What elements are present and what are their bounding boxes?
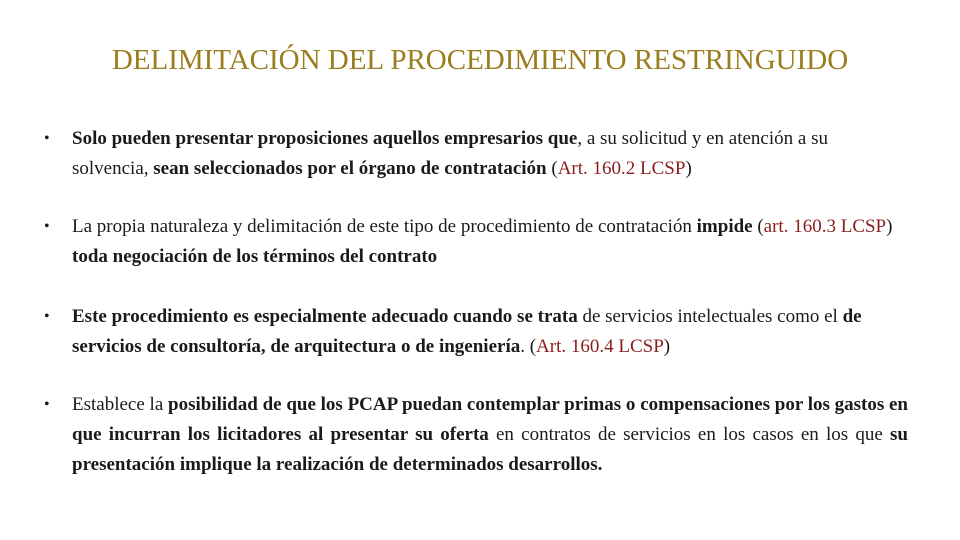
bullet-text: en contratos de servicios en los casos en los que <box>488 424 891 445</box>
slide-title: DELIMITACIÓN DEL PROCEDIMIENTO RESTRINGUIDO <box>111 44 849 76</box>
bullet-icon: • <box>44 130 50 147</box>
bullet-text: ) <box>663 336 671 357</box>
bullet-text-bold: toda negociación de los términos del contrato <box>72 246 438 267</box>
bullet-icon: • <box>44 308 50 325</box>
bullet-item <box>44 302 908 362</box>
bullet-text-bold: su presentación implique la realización de determinados desarrollos. <box>72 424 908 475</box>
bullet-list <box>44 124 908 508</box>
bullet-text: de servicios intelectuales como el <box>577 306 843 327</box>
bullet-text: . ( <box>520 336 537 357</box>
bullet-text: ) <box>886 216 893 237</box>
bullet-text: , a su solicitud y en atención a su solvencia, <box>72 128 828 179</box>
bullet-text: ( <box>546 158 558 179</box>
bullet-text-bold: Este procedimiento es especialmente adecuado cuando se trata <box>72 306 578 327</box>
bullet-text-bold: impide <box>696 216 753 237</box>
bullet-text: Establece la <box>72 394 169 415</box>
legal-reference: Art. 160.2 LCSP <box>557 158 686 179</box>
bullet-icon: • <box>44 218 50 235</box>
bullet-icon: • <box>44 396 50 413</box>
bullet-text-bold: sean seleccionados por el órgano de contratación <box>153 158 547 179</box>
bullet-text-bold: Solo pueden presentar proposiciones aquellos empresarios que <box>72 128 578 149</box>
bullet-text: La propia naturaleza y delimitación de este tipo de procedimiento de contratación <box>72 216 697 237</box>
bullet-item <box>44 124 908 184</box>
legal-reference: art. 160.3 LCSP <box>763 216 887 237</box>
bullet-text-bold: de servicios de consultoría, de arquitectura o de ingeniería <box>72 306 862 357</box>
bullet-item <box>44 390 908 480</box>
bullet-item <box>44 212 908 272</box>
bullet-text: ) <box>685 158 692 179</box>
legal-reference: Art. 160.4 LCSP <box>536 336 664 357</box>
bullet-text: ( <box>752 216 764 237</box>
bullet-text-bold: posibilidad de que los PCAP puedan contemplar primas o compensaciones por los gastos en que incurran los licitadores al presentar su oferta <box>72 394 908 445</box>
